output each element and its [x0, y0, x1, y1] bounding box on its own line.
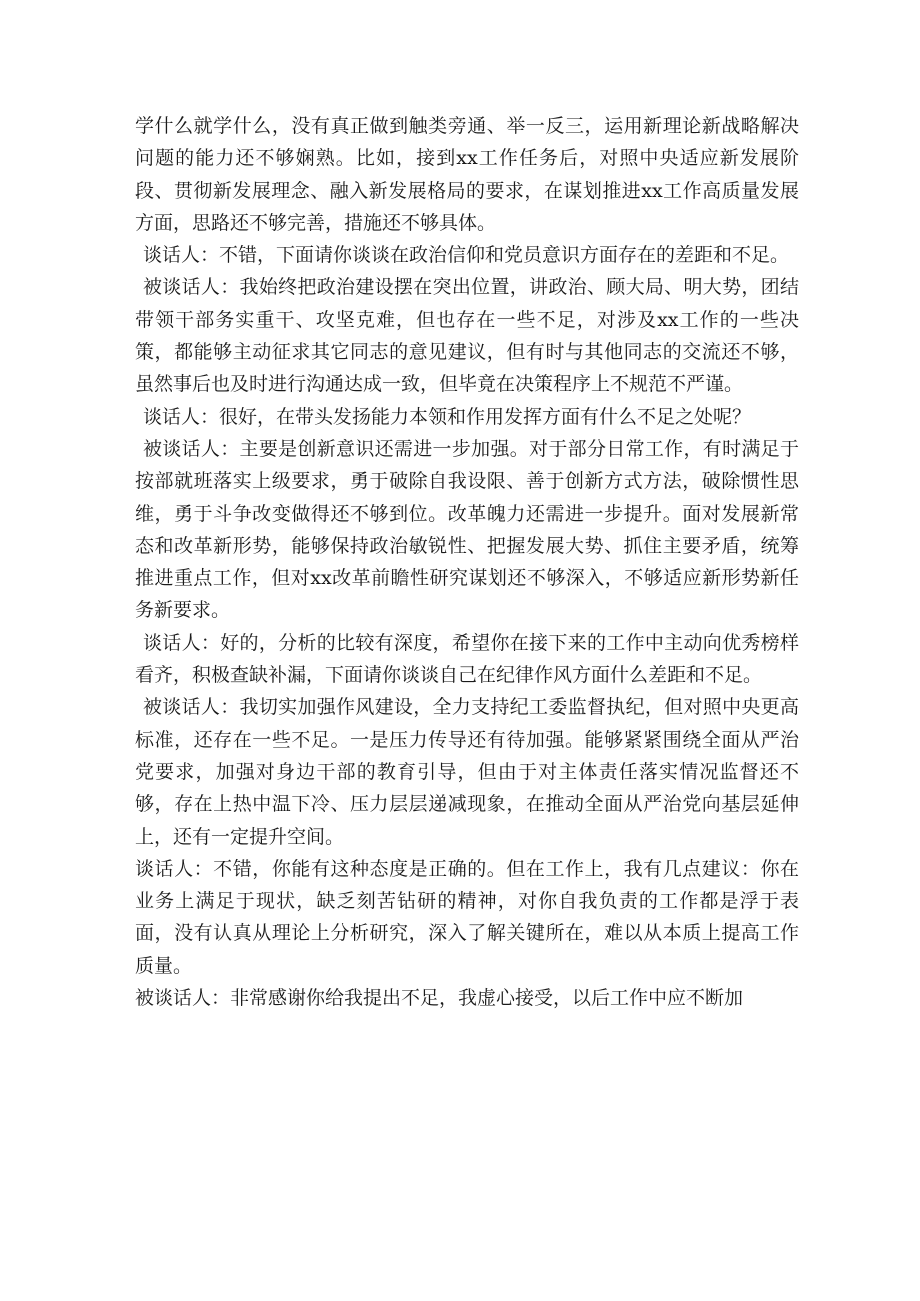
paragraph-interviewee-answer-1: 被谈话人：我始终把政治建设摆在突出位置，讲政治、顾大局、明大势，团结带领干部务实重干、攻坚克难，但也存在一些不足，对涉及xx工作的一些决策，都能够主动征求其它同志的意见建议，但有时与其他同志的交流还不够，虽然事后也及时进行沟通达成一致，但毕竟在决策程序上不规范不严谨。	[135, 276, 799, 396]
paragraph-interviewer-question-1: 谈话人：不错，下面请你谈谈在政治信仰和党员意识方面存在的差距和不足。	[143, 244, 790, 267]
document-body	[135, 110, 799, 1014]
paragraph-interviewer-question-2: 谈话人：很好，在带头发扬能力本领和作用发挥方面有什么不足之处呢？	[143, 405, 752, 428]
paragraph-interviewer-suggestion: 谈话人：不错，你能有这种态度是正确的。但在工作上，我有几点建议：你在业务上满足于现状，缺乏刻苦钻研的精神，对你自我负责的工作都是浮于表面，没有认真从理论上分析研究，深入了解关键所在，难以从本质上提高工作质量。	[135, 857, 799, 977]
paragraph-interviewee-answer-2: 被谈话人：主要是创新意识还需进一步加强。对于部分日常工作，有时满足于按部就班落实上级要求，勇于破除自我设限、善于创新方式方法，破除惯性思维，勇于斗争改变做得还不够到位。改革魄力还需进一步提升。面对发展新常态和改革新形势，能够保持政治敏锐性、把握发展大势、抓住主要矛盾，统筹推进重点工作，但对xx改革前瞻性研究谋划还不够深入，不够适应新形势新任务新要求。	[135, 437, 799, 622]
paragraph-interviewer-question-3: 谈话人：好的，分析的比较有深度，希望你在接下来的工作中主动向优秀榜样看齐，积极查缺补漏，下面请你谈谈自己在纪律作风方面什么差距和不足。	[135, 631, 799, 687]
paragraph-interviewee-answer-3: 被谈话人：我切实加强作风建设，全力支持纪工委监督执纪，但对照中央更高标准，还存在一些不足。一是压力传导还有待加强。能够紧紧围绕全面从严治党要求，加强对身边干部的教育引导，但由于对主体责任落实情况监督还不够，存在上热中温下冷、压力层层递减现象，在推动全面从严治党向基层延伸上，还有一定提升空间。	[135, 696, 799, 848]
paragraph-interviewee-response: 被谈话人：非常感谢你给我提出不足，我虚心接受，以后工作中应不断加	[135, 987, 744, 1010]
paragraph-intro-continuation: 学什么就学什么，没有真正做到触类旁通、举一反三，运用新理论新战略解决问题的能力还不够娴熟。比如，接到xx工作任务后，对照中央适应新发展阶段、贯彻新发展理念、融入新发展格局的要求，在谋划推进xx工作高质量发展方面，思路还不够完善，措施还不够具体。	[135, 115, 799, 234]
